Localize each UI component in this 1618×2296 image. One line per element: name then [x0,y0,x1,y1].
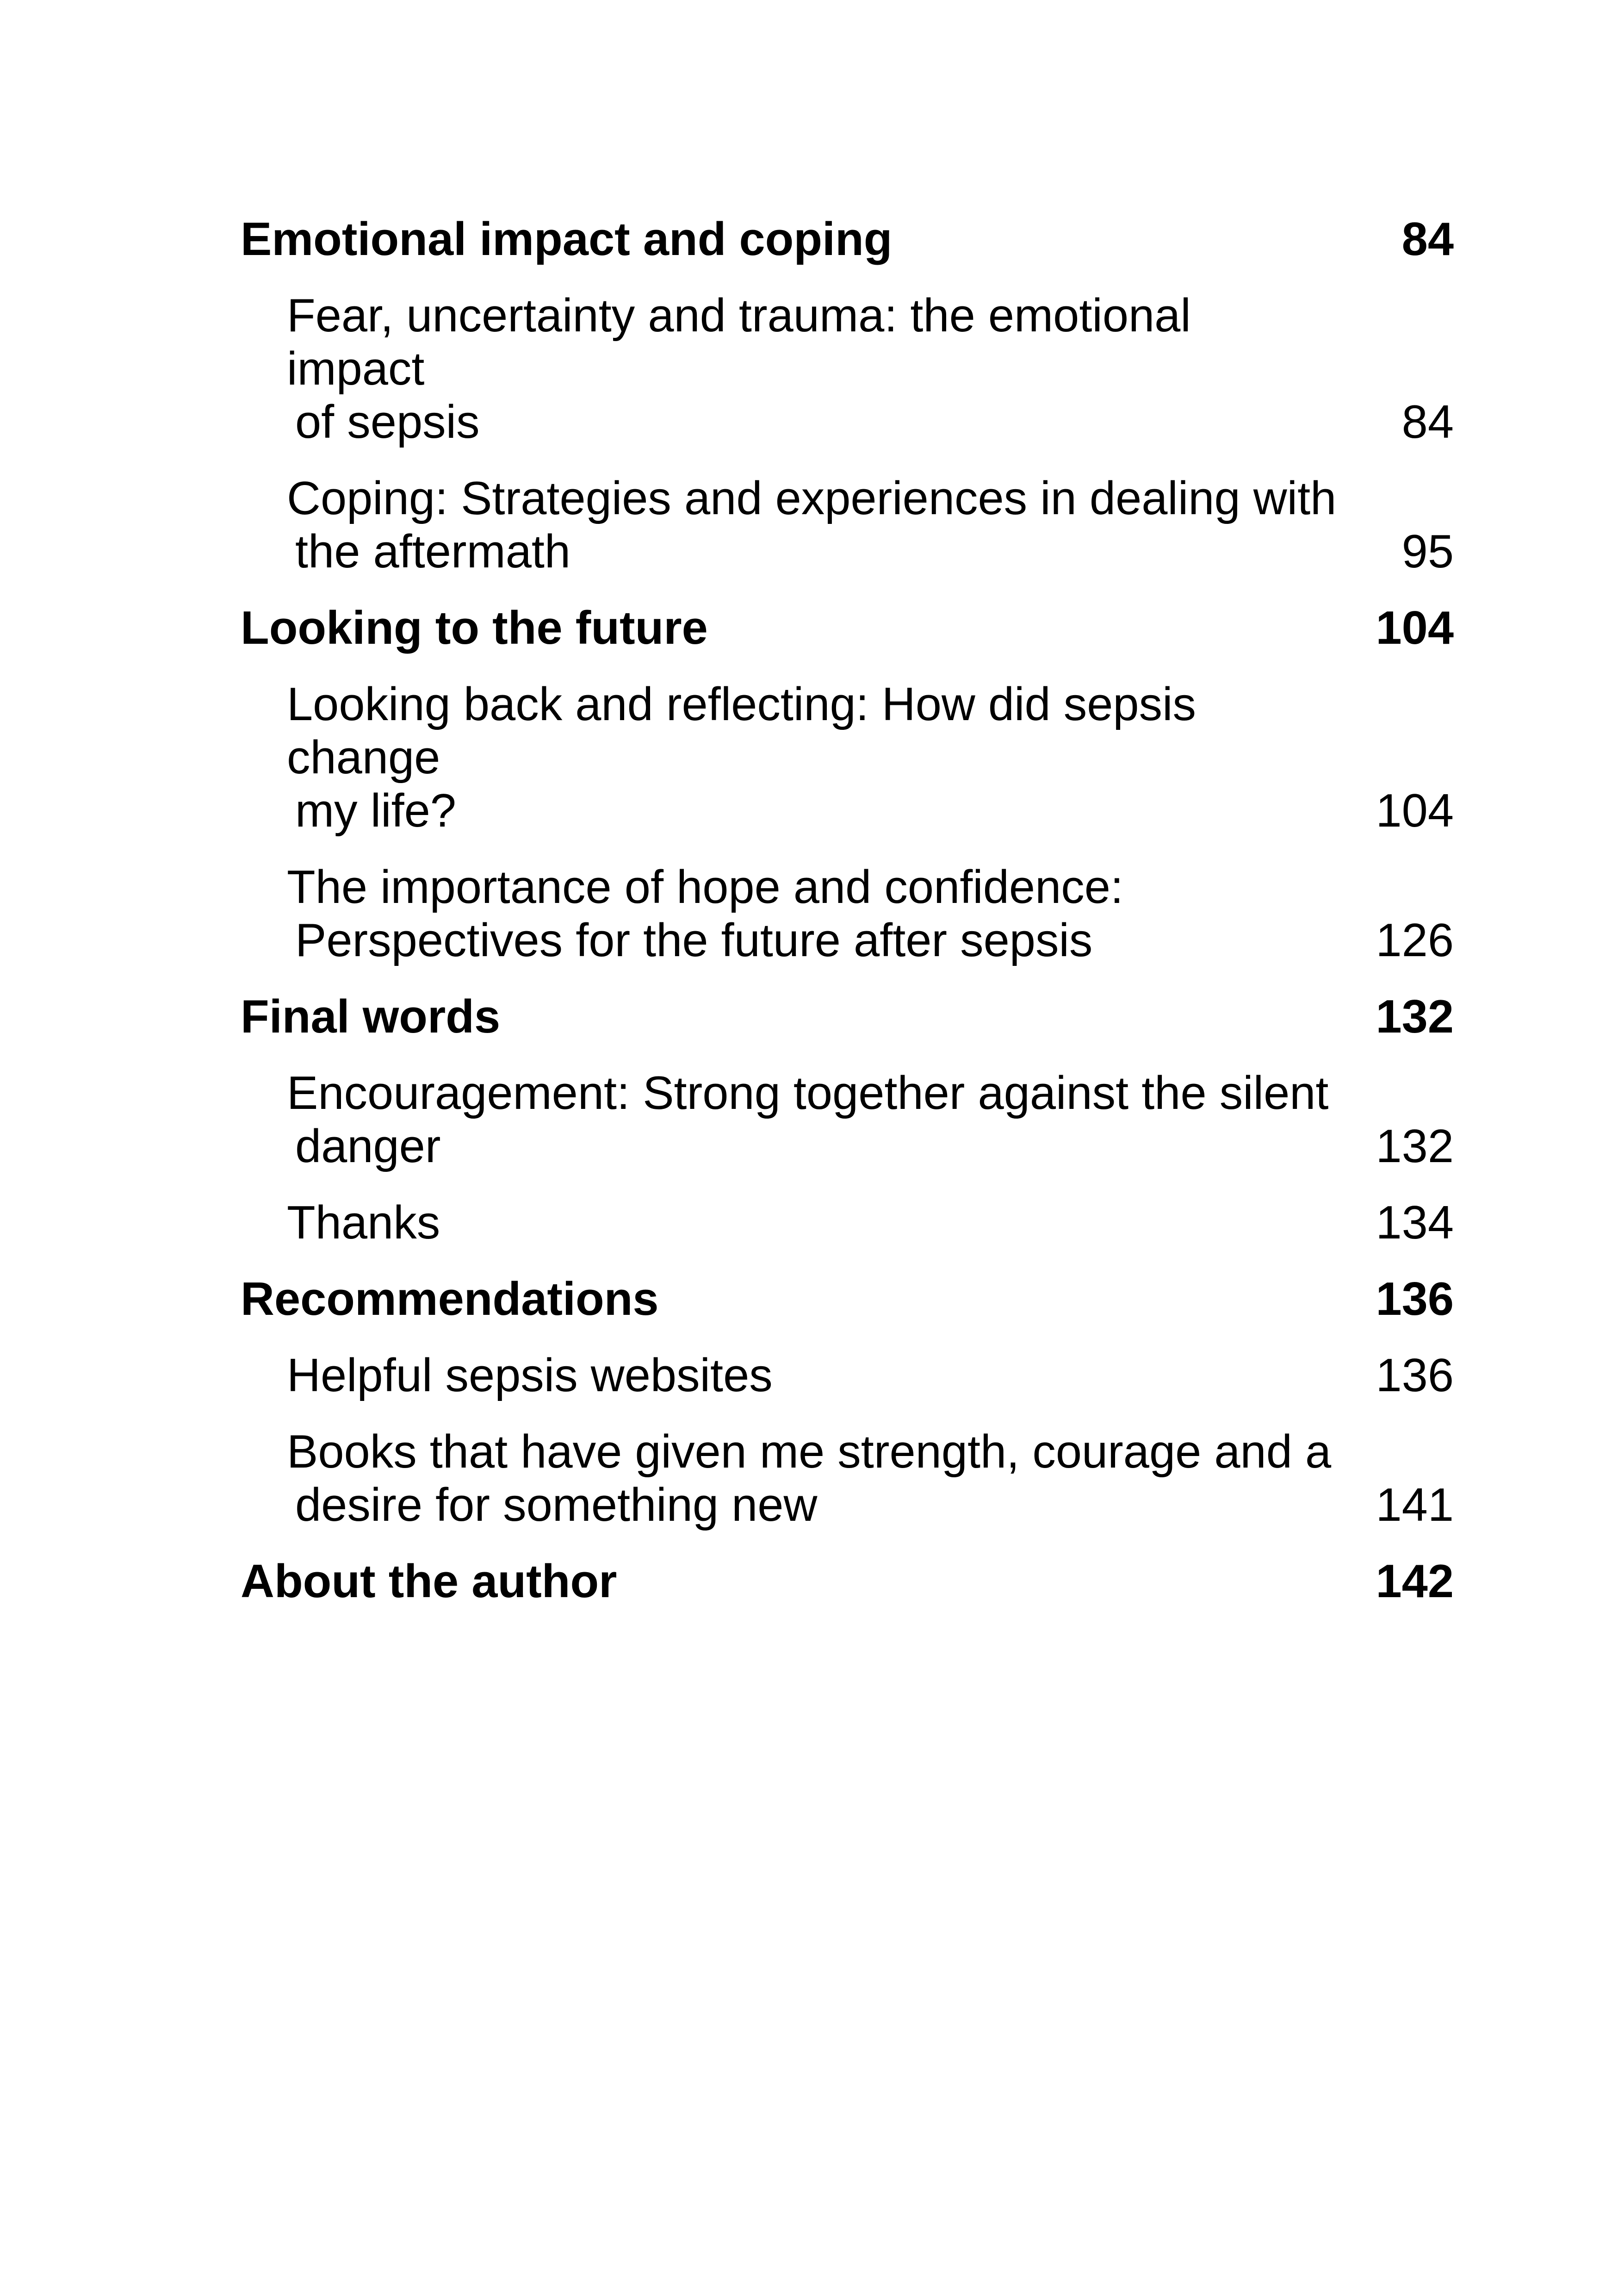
toc-section-encouragement[interactable] [241,1067,1454,1173]
toc-chapter-looking-future[interactable] [241,602,1454,655]
toc-section-thanks[interactable] [241,1196,1454,1250]
toc-page-number: 132 [1376,991,1454,1043]
toc-chapter-emotional-impact[interactable] [241,213,1454,266]
toc-chapter-final-words[interactable] [241,990,1454,1044]
toc-page-number: 104 [1376,602,1454,654]
toc-page-number: 84 [1401,213,1454,265]
toc-title-line: Thanks [287,1197,440,1249]
toc-title-line: danger [295,1120,441,1172]
toc-title-line: of sepsis [295,396,480,448]
toc-title-line: Looking back and reflecting: How did sepsis change [287,678,1196,784]
toc-title-line: the aftermath [295,526,571,578]
toc-page-number: 141 [1376,1479,1454,1531]
toc-title-line: my life? [295,785,456,837]
toc-section-coping[interactable] [241,472,1454,579]
toc-page-number: 95 [1401,526,1454,578]
toc-page-number: 132 [1376,1120,1454,1172]
toc-entry-title [241,472,1347,579]
toc-entry-title [241,1067,1347,1173]
toc-entry-title: Recommendations [241,1273,659,1325]
toc-section-books[interactable] [241,1425,1454,1532]
toc-entry-title [241,1425,1347,1532]
toc-title-line: Fear, uncertainty and trauma: the emotional impact [287,290,1191,395]
toc-entry-title: About the author [241,1556,617,1607]
toc-page-number: 126 [1376,915,1454,966]
toc-title-line: Coping: Strategies and experiences in dealing with [287,473,1337,524]
toc-entry-title [241,861,1347,967]
toc-page-number: 142 [1376,1556,1454,1607]
toc-entry-title: Final words [241,991,501,1043]
toc-entry-title [241,1349,1347,1402]
toc-section-hope-confidence[interactable] [241,861,1454,967]
toc-title-line: The importance of hope and confidence: [287,861,1123,913]
toc-page-number: 136 [1376,1350,1454,1401]
toc-title-line: Perspectives for the future after sepsis [295,915,1093,966]
toc-title-line: Helpful sepsis websites [287,1350,773,1401]
toc-page-number: 136 [1376,1273,1454,1325]
toc-page-number: 134 [1376,1197,1454,1249]
toc-chapter-recommendations[interactable] [241,1273,1454,1326]
toc-entry-title [241,1196,1347,1250]
toc-section-helpful-websites[interactable] [241,1349,1454,1402]
toc-page-number: 84 [1401,396,1454,448]
toc-title-line: desire for something new [295,1479,818,1531]
toc-entry-title [241,678,1347,838]
toc-title-line: Encouragement: Strong together against the silent [287,1067,1329,1119]
toc-title-line: Books that have given me strength, courage and a [287,1426,1332,1478]
toc-chapter-about-author[interactable] [241,1555,1454,1608]
toc-entry-title: Emotional impact and coping [241,213,893,265]
toc-entry-title [241,289,1347,449]
toc-section-looking-back[interactable] [241,678,1454,838]
table-of-contents [241,213,1454,1608]
toc-page-number: 104 [1376,785,1454,837]
toc-entry-title: Looking to the future [241,602,708,654]
toc-section-fear-uncertainty[interactable] [241,289,1454,449]
